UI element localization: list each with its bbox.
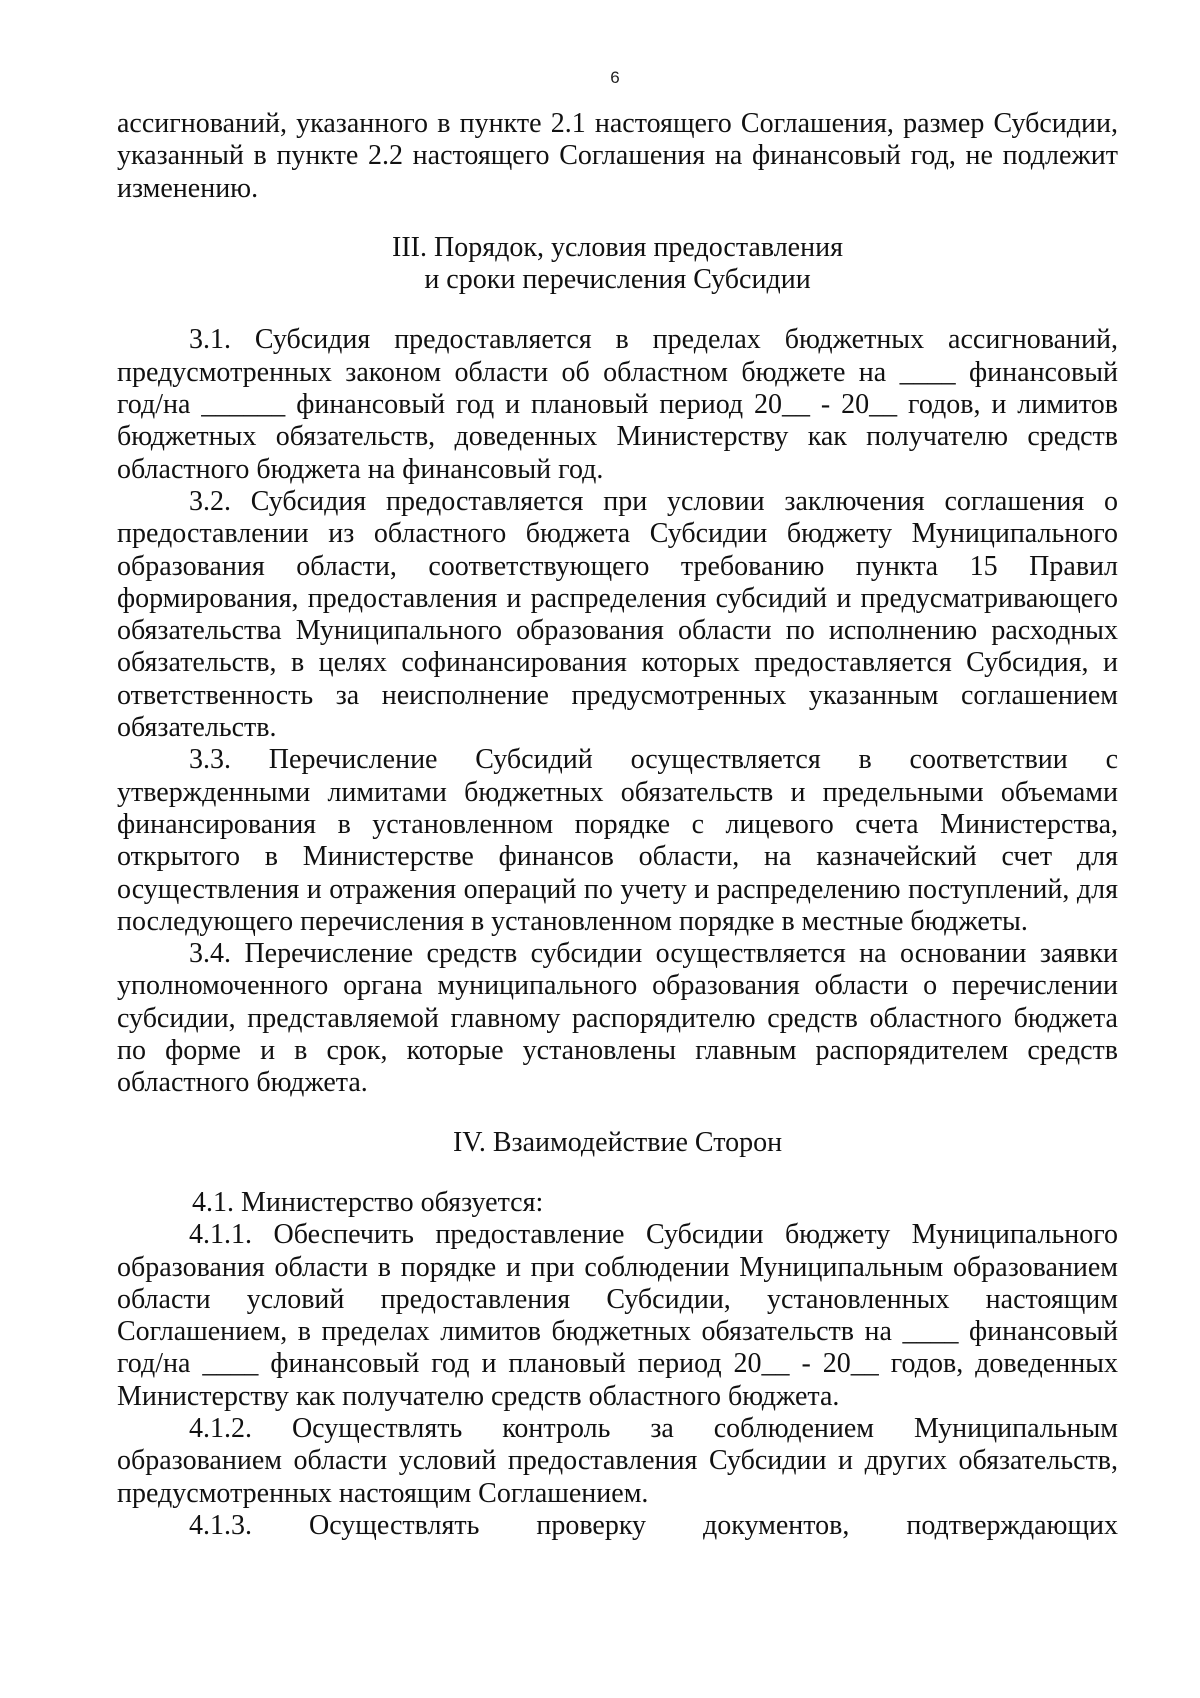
paragraph-3-1: 3.1. Субсидия предоставляется в пределах бюджетных ассигнований, предусмотренных законом области об областном бюджете на ____ финансовый год/на ______ финансовый год и плановый период 20__ - 20__ годов, и лимитов бюджетных обязательств, доведенных Министерству как получателю средств областного бюджета на финансовый год.	[117, 324, 1118, 485]
continuation-paragraph: ассигнований, указанного в пункте 2.1 настоящего Соглашения, размер Субсидии, указанный в пункте 2.2 настоящего Соглашения на финансовый год, не подлежит изменению.	[117, 108, 1118, 204]
paragraph-4-1-2: 4.1.2. Осуществлять контроль за соблюдением Муниципальным образованием области условий предоставления Субсидии и других обязательств, предусмотренных настоящим Соглашением.	[117, 1412, 1118, 1509]
paragraph-3-3: 3.3. Перечисление Субсидий осуществляется в соответствии с утвержденными лимитами бюджетных обязательств и предельными объемами финансирования в установленном порядке с лицевого счета Министерства, открытого в Министерстве финансов области, на казначейский счет для осуществления и отражения операций по учету и распределению поступлений, для последующего перечисления в установленном порядке в местные бюджеты.	[117, 744, 1118, 937]
section-4-heading: IV. Взаимодействие Сторон	[452, 1126, 783, 1158]
paragraph-4-1-3: 4.1.3. Осуществлять проверку документов, подтверждающих	[189, 1509, 1118, 1541]
page-number: 6	[610, 68, 620, 87]
paragraph-4-1-1: 4.1.1. Обеспечить предоставление Субсидии бюджету Муниципального образования области в порядке и при соблюдении Муниципальным образованием области условий предоставления Субсидии, установленных настоящим Соглашением, в пределах лимитов бюджетных обязательств на ____ финансовый год/на ____ финансовый год и плановый период 20__ - 20__ годов, доведенных Министерству как получателю средств областного бюджета.	[117, 1219, 1118, 1412]
document-body	[117, 108, 1118, 1542]
paragraph-4-1: 4.1. Министерство обязуется:	[192, 1186, 544, 1218]
section-3-heading-line-1: III. Порядок, условия предоставления	[392, 231, 843, 263]
paragraph-3-4: 3.4. Перечисление средств субсидии осуществляется на основании заявки уполномоченного органа муниципального образования области о перечислении субсидии, представляемой главному распорядителю средств областного бюджета по форме и в срок, которые установлены главным распорядителем средств областного бюджета.	[117, 938, 1118, 1099]
paragraph-3-2: 3.2. Субсидия предоставляется при условии заключения соглашения о предоставлении из областного бюджета Субсидии бюджету Муниципального образования области, соответствующего требованию пункта 15 Правил формирования, предоставления и распределения субсидий и предусматривающего обязательства Муниципального образования области по исполнению расходных обязательств, в целях софинансирования которых предоставляется Субсидия, и ответственность за неисполнение предусмотренных указанным соглашением обязательств.	[117, 485, 1118, 744]
section-3-heading-line-2: и сроки перечисления Субсидии	[424, 264, 811, 296]
